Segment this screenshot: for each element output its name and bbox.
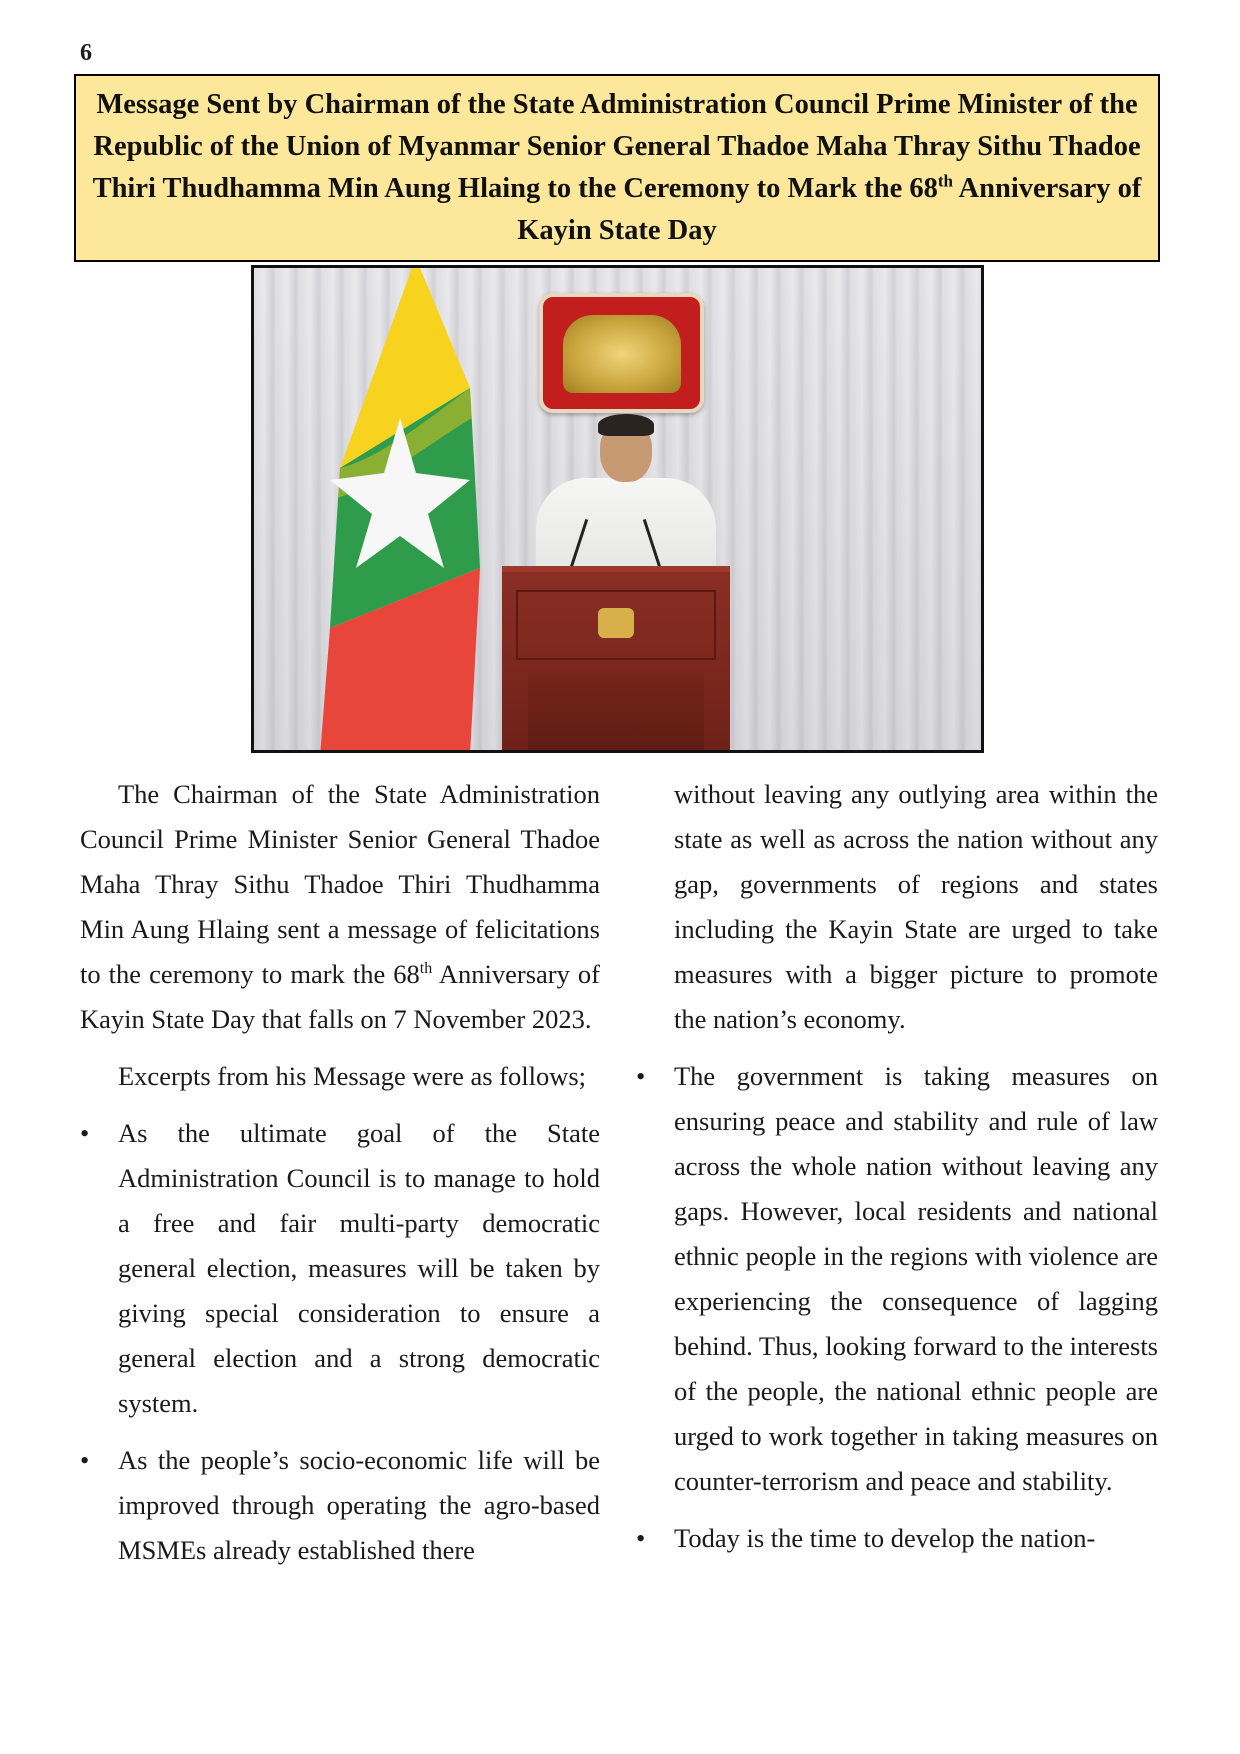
state-emblem-icon (539, 293, 704, 413)
list-item: • As the people’s socio-economic life will be improved through operating the agro-based MSMEs already established there (80, 1438, 600, 1573)
page-title (84, 84, 1150, 252)
continuation-paragraph: without leaving any outlying area within the state as well as across the nation without any gap, governments of regions and states including the Kayin State are urged to take measures with a bigger picture to promote the nation’s economy. (674, 779, 1158, 1034)
excerpts-paragraph: Excerpts from his Message were as follows; (118, 1061, 587, 1091)
title-box (74, 74, 1160, 262)
podium-emblem-icon (598, 608, 634, 638)
list-item: • The government is taking measures on ensuring peace and stability and rule of law across the whole nation without leaving any gaps. However, local residents and national ethnic people in the regions with violence are experiencing the consequence of lagging behind. Thus, looking forward to the interests of the people, the national ethnic people are urged to work together in taking measures on counter-terrorism and peace and stability. (636, 1054, 1158, 1504)
speaker-photo (251, 265, 984, 753)
myanmar-flag-icon (320, 268, 480, 753)
list-item: • As the ultimate goal of the State Administration Council is to manage to hold a free and fair multi-party democratic general election, measures will be taken by giving special consideration to ensure a general election and a strong democratic system. (80, 1111, 600, 1426)
podium (502, 566, 730, 753)
bullet-icon: • (636, 1061, 646, 1091)
speaker-hair (598, 414, 654, 436)
page-number: 6 (80, 40, 92, 66)
intro-paragraph: The Chairman of the State Administration Council Prime Minister Senior General Thadoe Maha Thray Sithu Thadoe Thiri Thudhamma Min Aung Hlaing sent a message of felicitations to the ceremony to mark the 68th Anniversary of Kayin State Day that falls on 7 November 2023. (80, 779, 600, 1034)
title-sup: th (937, 171, 953, 191)
bullet-icon: • (80, 1118, 90, 1148)
emblem-gold (563, 315, 681, 393)
bullet-icon: • (80, 1445, 90, 1475)
left-column (80, 772, 600, 1585)
bullet-icon: • (636, 1523, 646, 1553)
podium-base (528, 672, 704, 753)
list-item: • Today is the time to develop the nation- (636, 1516, 1158, 1561)
left-bullet-list (80, 1111, 600, 1573)
right-column (636, 772, 1158, 1573)
title-main: Message Sent by Chairman of the State Administration Council Prime Minister of the Republic of the Union of Myanmar Senior General Thadoe Maha Thray Sithu Thadoe Thiri Thudhamma Min Aung Hlaing to the Ceremony to Mark the 68 (92, 89, 1141, 204)
right-bullet-list (636, 1054, 1158, 1561)
title-tail: Anniversary of Kayin State Day (517, 173, 1142, 246)
